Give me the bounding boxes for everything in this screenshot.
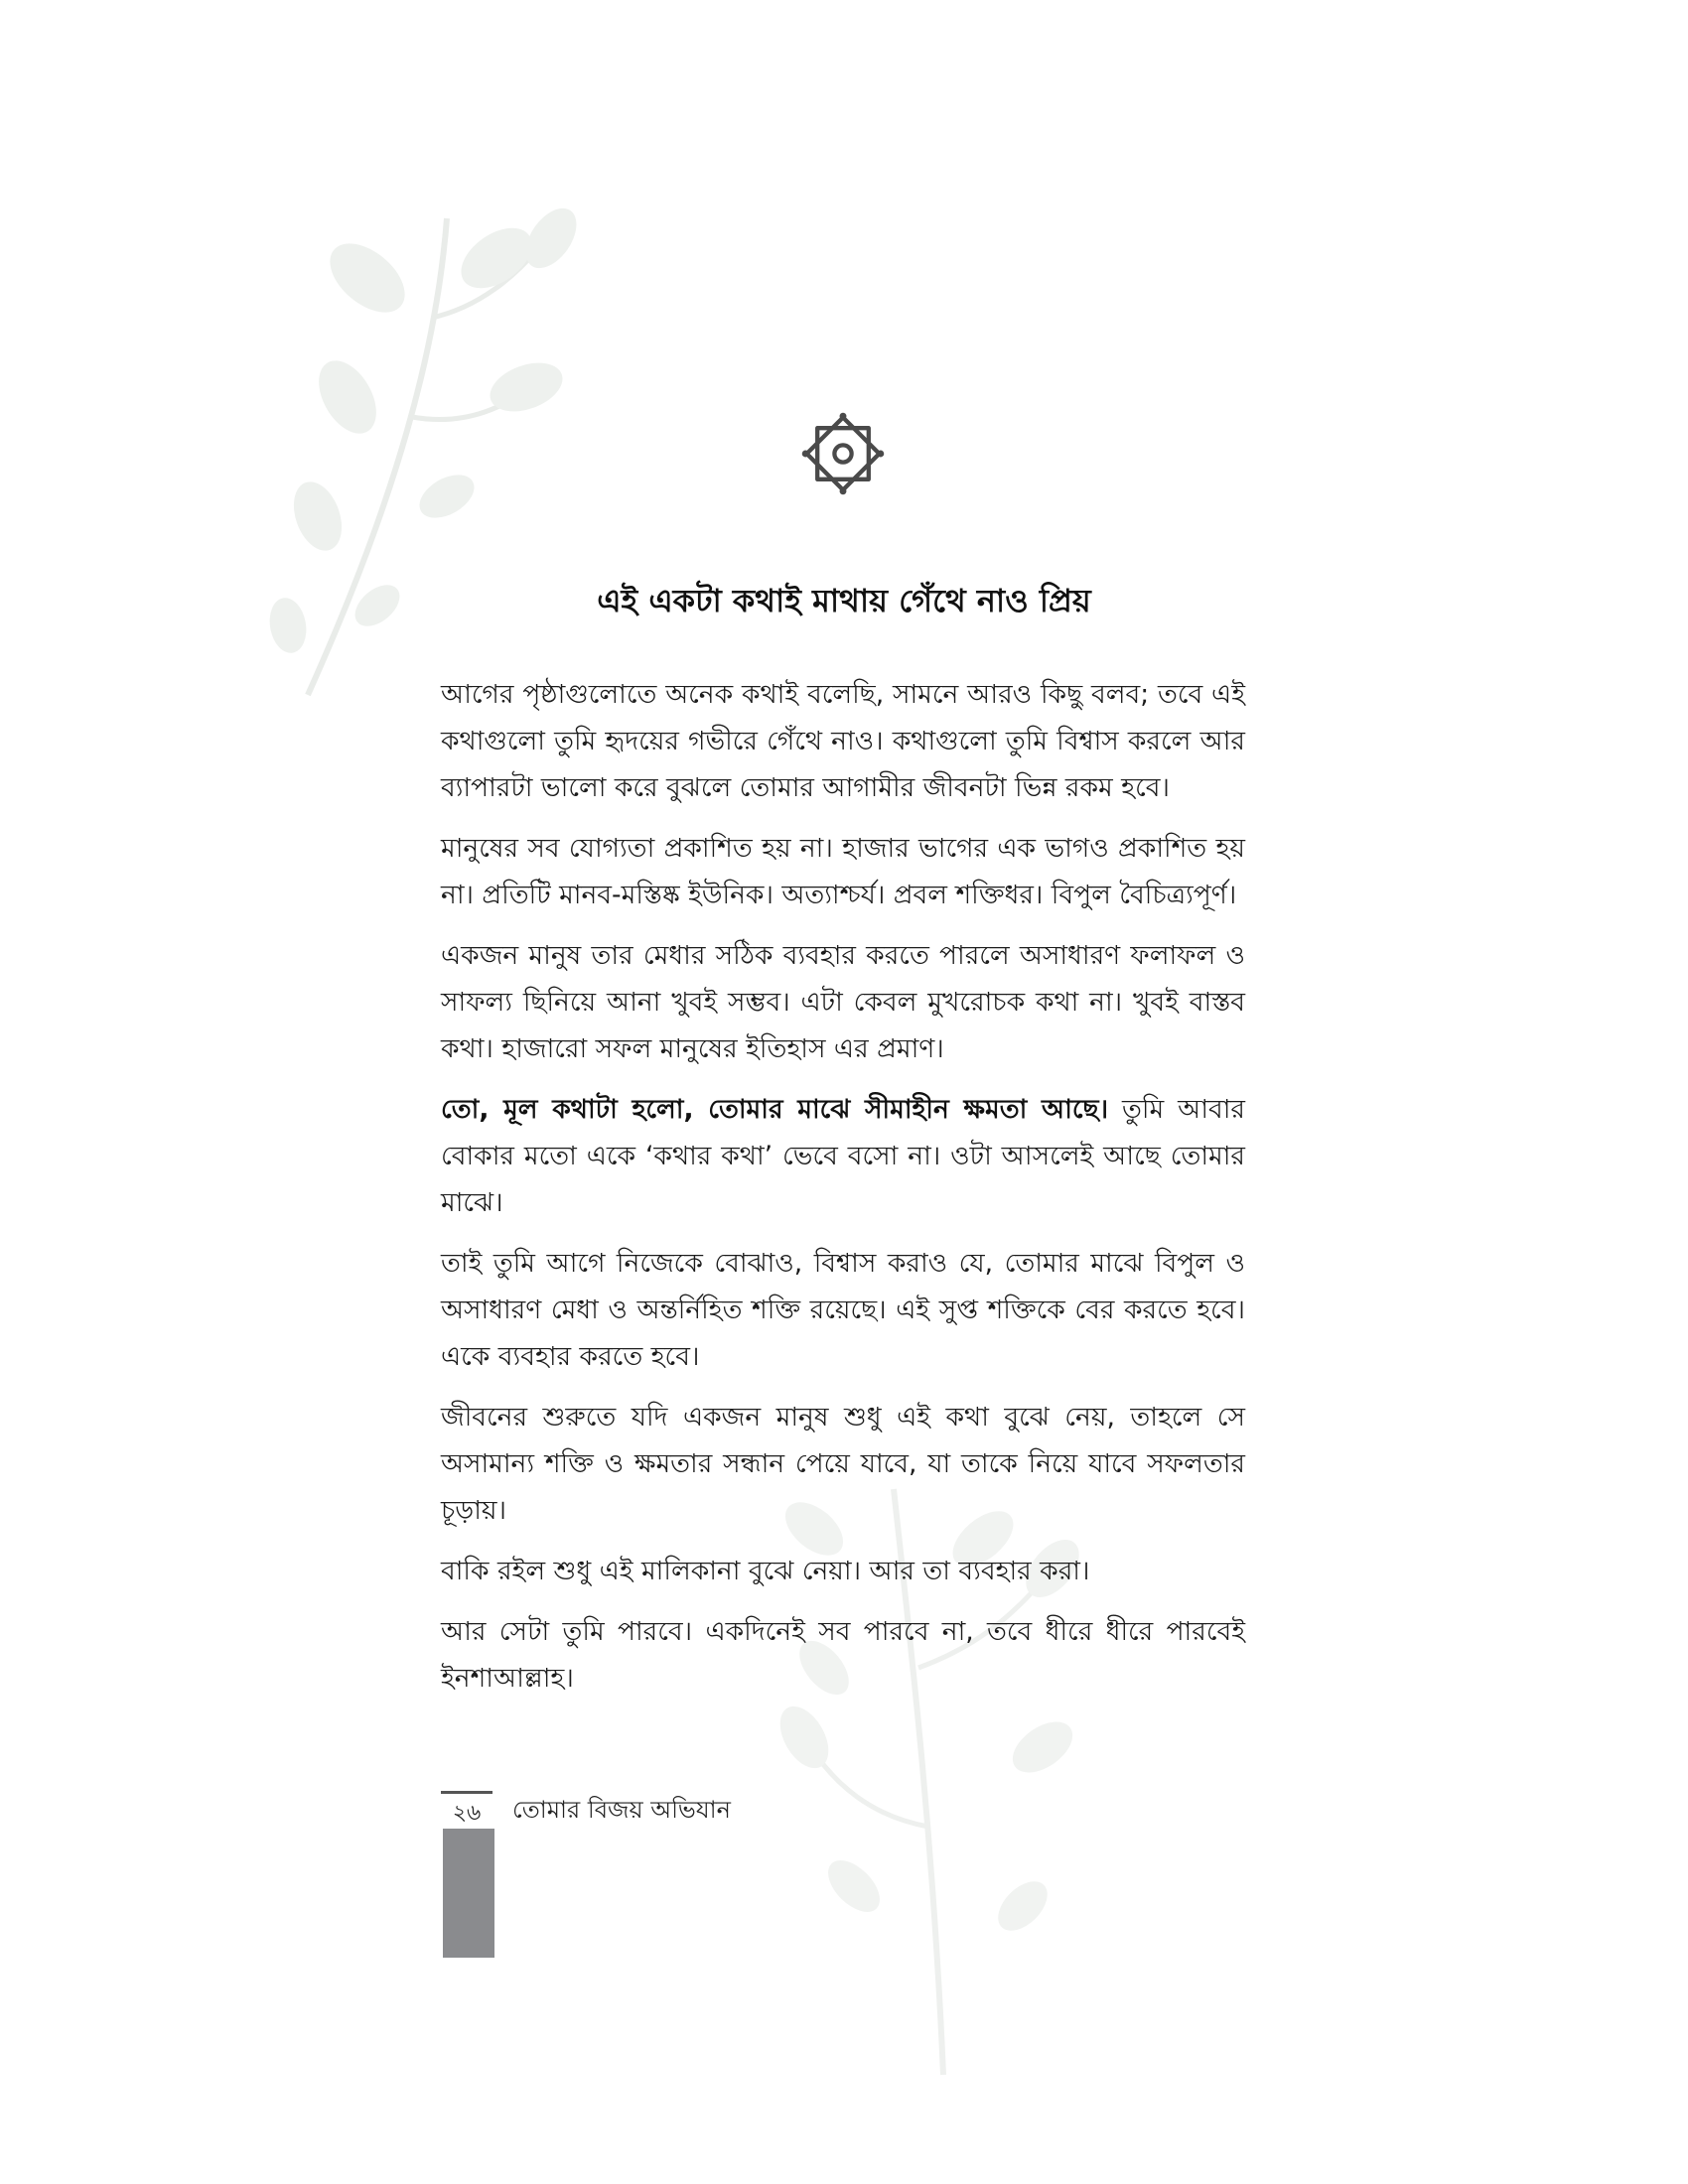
paragraph-text: একজন মানুষ তার মেধার সঠিক ব্যবহার করতে পারলে অসাধারণ ফলাফল ও সাফল্য ছিনিয়ে আনা খুবই সম্ভব। এটা কেবল মুখরোচক কথা না। খুবই বাস্তব কথা। হাজারো সফল মানুষের ইতিহাস এর প্রমাণ।	[441, 940, 1245, 1064]
paragraph-6	[441, 1394, 1245, 1534]
paragraph-3	[441, 932, 1245, 1072]
page-number: ২৬	[441, 1791, 492, 1833]
geometric-flower-ornament-icon	[800, 411, 886, 496]
paragraph-4	[441, 1086, 1245, 1226]
paragraph-2	[441, 825, 1245, 918]
paragraph-text: জীবনের শুরুতে যদি একজন মানুষ শুধু এই কথা বুঝে নেয়, তাহলে সে অসামান্য শক্তি ও ক্ষমতার সন্ধান পেয়ে যাবে, যা তাকে নিয়ে যাবে সফলতার চূড়ায়।	[441, 1402, 1245, 1526]
paragraph-text: তাই তুমি আগে নিজেকে বোঝাও, বিশ্বাস করাও যে, তোমার মাঝে বিপুল ও অসাধারণ মেধা ও অন্তর্নিহিত শক্তি রয়েছে। এই সুপ্ত শক্তিকে বের করতে হবে। একে ব্যবহার করতে হবে।	[441, 1248, 1245, 1372]
paragraph-text: বাকি রইল শুধু এই মালিকানা বুঝে নেয়া। আর তা ব্যবহার করা।	[441, 1556, 1090, 1586]
paragraph-7	[441, 1548, 1245, 1594]
paragraph-text: মানুষের সব যোগ্যতা প্রকাশিত হয় না। হাজার ভাগের এক ভাগও প্রকাশিত হয় না। প্রতিটি মানব-মস্তিষ্ক ইউনিক। অত্যাশ্চর্য। প্রবল শক্তিধর। বিপুল বৈচিত্র্যপূর্ণ।	[441, 833, 1245, 910]
paragraph-text: তুমি আবার বোকার মতো একে ‘কথার কথা’ ভেবে বসো না। ওটা আসলেই আছে তোমার মাঝে।	[441, 1094, 1245, 1218]
paragraph-text: আগের পৃষ্ঠাগুলোতে অনেক কথাই বলেছি, সামনে আরও কিছু বলব; তবে এই কথাগুলো তুমি হৃদয়ের গভীরে গেঁথে নাও। কথাগুলো তুমি বিশ্বাস করলে আর ব্যাপারটা ভালো করে বুঝলে তোমার আগামীর জীবনটা ভিন্ন রকম হবে।	[441, 679, 1245, 803]
page-footer	[441, 1792, 731, 1832]
body-text	[441, 671, 1245, 1715]
paragraph-bold-text: তো, মূল কথাটা হলো, তোমার মাঝে সীমাহীন ক্ষমতা আছে।	[441, 1094, 1109, 1125]
leaf-branch-decoration-icon	[248, 199, 606, 715]
paragraph-8	[441, 1608, 1245, 1702]
chapter-title: এই একটা কথাই মাথায় গেঁথে নাও প্রিয়	[597, 582, 1091, 619]
running-title: তোমার বিজয় অভিযান	[512, 1796, 731, 1824]
paragraph-text: আর সেটা তুমি পারবে। একদিনেই সব পারবে না, তবে ধীরে ধীরে পারবেই ইনশাআল্লাহ।	[441, 1616, 1245, 1694]
page-tab-marker	[443, 1829, 494, 1958]
paragraph-1	[441, 671, 1245, 811]
paragraph-5	[441, 1240, 1245, 1380]
